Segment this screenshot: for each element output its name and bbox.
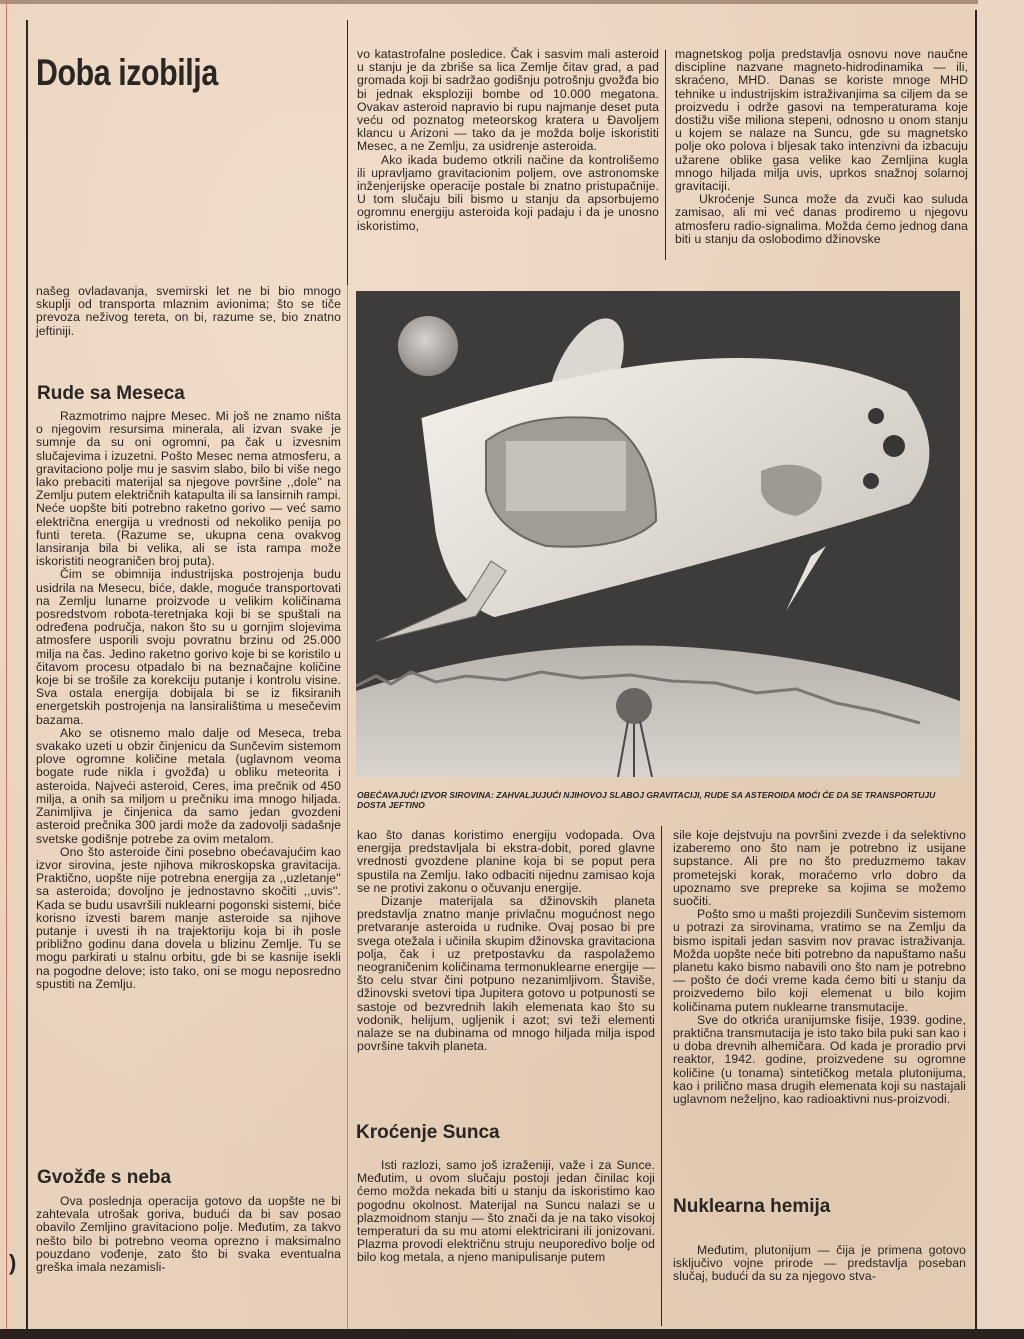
- port-window: [883, 435, 905, 457]
- paragraph: Ukroćenje Sunca može da zvuči kao suluda zamisao, ali mi već danas prodiremo u njegovu atmosferu radio-signalima. Možda ćemo jednog dana biti u stanju da oslobodimo džinovske: [675, 192, 968, 246]
- column-3-nuklearna: [673, 1244, 966, 1284]
- column-rule-right: [975, 10, 977, 1330]
- paragraph: Pošto smo u mašti projezdili Sunčevim sistemom u potrazi za sirovinama, vratimo se na Zemlju da bismo ispitali jedan sasvim nov pravac istraživanja. Možda uopšte neće biti potrebno da napuštamo našu planetu kako bismo nabavili ono što nam je potrebno — pošto će doći vreme kada ćemo biti u stanju da proizvedemo bilo koji elemenat u bilo kojim količinama putem nuklearne transmutacije.: [673, 907, 966, 1014]
- habitat-interior: [506, 441, 626, 511]
- margin-line: [6, 0, 7, 1329]
- column-1-top: [36, 285, 341, 338]
- paragraph: Čim se obimnija industrijska postrojenja budu usidrila na Mesecu, biće, dakle, moguće transportovati na Zemlju lunarne proizvode u velikim količinama posredstvom robota-teretnjaka koji bi se spuštali na određena područja, nakon što su u gornjim slojevima atmosfere usporili svoju povratnu brzinu od 25.000 milja na čas. Jedino raketno gorivo koje bi se koristilo u čitavom procesu otpadalo bi na beznačajne količine koje bi se trošile za korekciju putanje i kontrolu visine. Sva ostala energija dobijala bi se iz fiksiranih energetskih postrojenja na lansiralištima u mesečevim bazama.: [36, 567, 341, 727]
- paragraph: Dizanje materijala sa džinovskih planeta predstavlja znatno manje privlačnu mogućnost nego pretvaranje asteroida u rudnike. Ovaj posao bi pre svega otežala i učinila skupim džinovska gravitaciona polja, čak i uz pretpostavku da raspolažemo neograničenim količinama termonuklearne energije — što celu stvar čini potpuno nezanimljivom. Štaviše, džinovski svetovi tipa Jupitera gotovo u potpunosti se sastoje od bezvrednih lakih elemenata kao što su vodonik, helijum, ugljenik i azot; svi teži elementi nalaze se na dubinama od mnogo hiljada milja ispod površine takvih planeta.: [357, 894, 655, 1054]
- paragraph: Ono što asteroide čini posebno obećavajućim kao izvor sirovina, jeste njihova mikroskopska gravitacija. Praktično, uopšte nije potrebna energija za ,,uzletanje'' sa asteroida; dovoljno je jednostavno skočiti ,,uvis''. Kada se budu usavršili nuklearni pogonski sistemi, biće korisno izvesti barem manje asteroide sa njihove putanje i uvesti ih na trajektoriju koja bi ih posle približno godinu dana dovela u blizinu Zemlje. Tu se mogu parkirati u stalnu orbitu, gde bi se kasnije isekli na pogodne delove; isto tako, oni se mogu neposredno spustiti na Zemlju.: [36, 844, 341, 991]
- paragraph: Ako se otisnemo malo dalje od Meseca, treba svakako uzeti u obzir činjenicu da Sunčevim sistemom plove ogromne količine metala (uglavnom veoma bogate rude nikla i gvožđa) u obliku meteorita i asteroida. Najveći asteroid, Ceres, ima prečnik od 450 milja, a onih sa miljom u prečniku ima mnogo hiljada. Zanimljiva je činjenica da samo jedan gvozdeni asteroid prečnika 300 jardi može da zadovolji sadašnje svetske godišnje potrebe za ovim metalom.: [36, 725, 341, 846]
- port-window: [868, 408, 884, 424]
- article-title: Doba izobilja: [36, 52, 218, 93]
- illustration-svg: [356, 291, 960, 777]
- column-rule-left-outer: [26, 20, 28, 1330]
- figure-caption: OBEĆAVAJUĆI IZVOR SIROVINA: ZAHVALJUJUĆI NJIHOVOJ SLABOJ GRAVITACIJI, RUDE SA ASTEROIDA MOĆI ĆE DA SE TRANSPORTUJU DOSTA JEFTINO: [357, 790, 936, 810]
- port-window: [863, 473, 879, 489]
- paragraph: Sve do otkrića uranijumske fisije, 1939. godine, praktična transmutacija je isto tako bila puki san kao i u doba drevnih alhemičara. Od kada je proradio prvi reaktor, 1942. godine, proizvedene su ogromne količine (u tonama) sintetičkog metala plutonijuma, kao i prilično masa drugih elemenata koji su nastajali uglavnom neželjno, kao radioaktivni nus-proizvodi.: [673, 1012, 966, 1107]
- adjacent-page-strip: [978, 0, 1024, 1329]
- paragraph: našeg ovladavanja, svemirski let ne bi bio mnogo skuplji od transporta mlaznim avionima; što se tiče prevoza neživog tereta, on bi, razume se, bio znatno jeftiniji.: [36, 284, 341, 338]
- paragraph: vo katastrofalne posledice. Čak i sasvim mali asteroid u stanju je da zbriše sa lica Zemlje čitav grad, a pad gromada koji bi sadržao godišnju potrošnju gvožđa bio bi jednak eksploziji bombe od 10.000 megatona. Ovakav asteroid napravio bi rupu najmanje deset puta veću od poznatog meteorskog kratera u Đavoljem klancu u Arizoni — tako da je možda bolje iskoristiti Mesec, a ne Zemlju, za usidrenje asteroida.: [357, 47, 659, 154]
- lander-sphere: [616, 688, 652, 724]
- paragraph: magnetskog polja predstavlja osnovu nove naučne discipline nazvane magneto-hidrodinamika — ili, skraćeno, MHD. Danas se koriste mnoge MHD tehnike u industrijskim istraživanjima sa ciljem da se proizvedu i održe gasovi na temperaturama koje dostižu više miliona stepeni, odnosno u onom stanju u kojem se nalaze na Suncu, gde su magnetsko polje oko polova i bljesak tako intenzivni da izbacuju užarene oblike gasa velike kao Zemljina kugla mnogo hiljada milja uvis, uprkos snažnoj solarnoj gravitaciji.: [675, 47, 968, 194]
- column-rule-col2-col3: [665, 50, 666, 260]
- subheading-gvozde: Gvožđe s neba: [37, 1167, 172, 1188]
- paragraph: sile koje dejstvuju na površini zvezde i da selektivno izaberemo ono što nam je potrebno iz usijane supstance. Ali pre no što preduzmemo takav prometejski korak, moraćemo vrlo dobro da upoznamo sve prepreke sa kojima se možemo suočiti.: [673, 828, 966, 909]
- column-rule-col1-col2-lower: [347, 285, 348, 1330]
- subheading-rude: Rude sa Meseca: [37, 383, 185, 404]
- column-3-top: [675, 48, 968, 246]
- illustration-asteroid-habitat: [356, 291, 960, 777]
- column-1-gvozde: [36, 1195, 341, 1274]
- paragraph: kao što danas koristimo energiju vodopada. Ova energija predstavljala bi ekstra-dobit, pored glavne vrednosti gvozdene planine koja bi se poput pera spustila na Zemlju. Iako odbaciti nijednu zamisao koja se ne protivi zakonu o očuvanju energije.: [357, 828, 655, 895]
- margin-mark: ): [9, 1250, 17, 1275]
- distant-planet: [398, 316, 458, 376]
- column-1-rude: [36, 410, 341, 991]
- paragraph: Razmotrimo najpre Mesec. Mi još ne znamo ništa o njegovim resursima minerala, ali izvan svake je sumnje da su oni ogromni, pa čak u izvesnim slučajevima i izuzetni. Pošto Mesec nema atmosferu, a gravitaciono polje mu je sasvim slabo, bilo bi više nego lako prebaciti materijal sa njegove površine ,,dole'' na Zemlju putem električnih katapulta ili sa lansirnih rampi. Neće uopšte biti potrebno raketno gorivo — već samo električna energija u vrednosti od nekoliko penija po funti tereta. (Razume se, ukupna cena ovakvog lansiranja bila bi velika, ali se ista rampa može iskoristiti neograničen broj puta).: [36, 409, 341, 569]
- page-bottom-edge: [0, 1329, 1024, 1339]
- column-2-top: [357, 48, 659, 233]
- subheading-nuklearna: Nuklearna hemija: [673, 1196, 831, 1217]
- column-2-bottom: [357, 829, 655, 1053]
- page-top-edge: [0, 0, 1024, 4]
- column-3-bottom: [673, 829, 966, 1106]
- paragraph: Ova poslednja operacija gotovo da uopšte ne bi zahtevala utrošak goriva, budući da bi sav posao obavilo Zemljino gravitaciono polje. Međutim, za takvo nešto bilo bi potrebno veoma oprezno i maksimalno pouzdano vođenje, zato što bi svaka eventualna greška imala nezamisli-: [36, 1194, 341, 1275]
- column-rule-col2-col3-lower: [661, 826, 662, 1326]
- paragraph: Ako ikada budemo otkrili načine da kontrolišemo ili upravljamo gravitacionim poljem, ove astronomske inženjerijske operacije postale bi znatno pristupačnije. U tom slučaju bili bismo u stanju da apsorbujemo ogromnu energiju asteroida koji padaju i da je unosno iskoristimo,: [357, 152, 659, 233]
- paragraph: Isti razlozi, samo još izraženiji, važe i za Sunce. Međutim, u ovom slučaju postoji jedan činilac koji ćemo možda nekada biti u stanju da iskoristimo kao pogodnu okolnost. Materijal na Suncu nalazi se u plazmoidnom stanju — što znači da je na tako visokoj temperaturi da su mu atomi elektricirani ili jonizovani. Plazma provodi električnu struju neuporedivo bolje od bilo kog metala, a njeno manipulisanje putem: [357, 1158, 655, 1265]
- subheading-sunce: Kroćenje Sunca: [356, 1122, 500, 1143]
- column-rule-col1-col2: [347, 20, 348, 285]
- column-2-sunce: [357, 1159, 655, 1265]
- paragraph: Međutim, plutonijum — čija je primena gotovo isključivo vojne prirode — predstavlja poseban slučaj, budući da su za njegovo stva-: [673, 1243, 966, 1284]
